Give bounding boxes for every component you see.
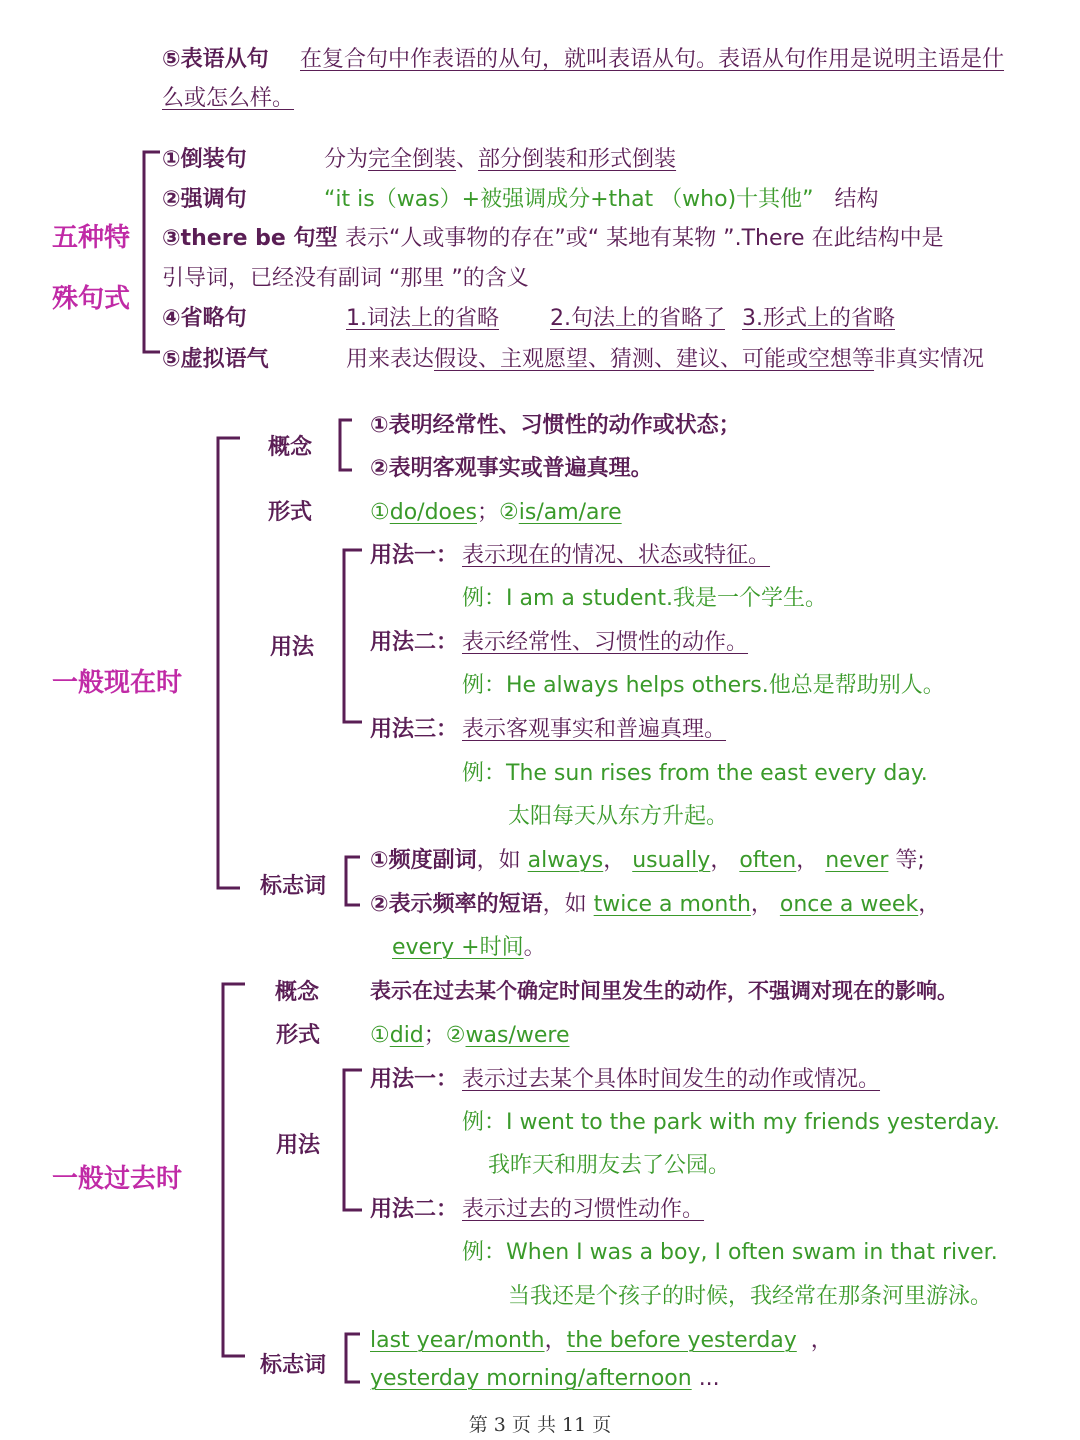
there-be-desc-2: 引导词，已经没有副词 “那里 ”的含义 [162,266,529,291]
present-usage-1-text: 表示现在的情况、状态或特征。 [462,543,771,568]
past-usage-bracket [338,1068,368,1218]
present-usage-label: 用法 [270,635,315,660]
present-concept-2: ②表明客观事实或普遍真理。 [370,456,653,481]
past-usage-1-text: 表示过去某个具体时间发生的动作或情况。 [462,1067,881,1092]
past-usage-1-example-cn: 我昨天和朋友去了公园。 [488,1153,731,1178]
ellipsis-part-1: 1.词法上的省略 [346,306,499,331]
past-title: 一般过去时 [52,1164,183,1194]
present-form-label: 形式 [268,500,313,525]
past-usage-1-label: 用法一： [370,1067,459,1092]
past-usage-2-label: 用法二： [370,1197,459,1222]
present-usage-2-text: 表示经常性、习惯性的动作。 [462,630,749,655]
past-usage-1-example: 例：I went to the park with my friends yesterday. [462,1110,1001,1135]
present-usage-3-label: 用法三： [370,717,459,742]
five-special-title-1: 五种特 [52,223,131,253]
subjunctive-label: ⑤虚拟语气 [162,347,269,372]
signal-phrase-twice: twice a month [593,892,751,917]
present-usage-1-label: 用法一： [370,543,459,568]
past-usage-2-example-cn: 当我还是个孩子的时候，我经常在那条河里游泳。 [508,1284,993,1309]
present-usage-2-label: 用法二： [370,630,459,655]
inversion-label: ①倒装句 [162,147,247,172]
past-concept-label: 概念 [275,980,320,1005]
clause-text-line1: 在复合句中作表语的从句，就叫表语从句。表语从句作用是说明主语是什 [300,47,1005,72]
ellipsis-part-3: 3.形式上的省略 [742,306,895,331]
past-form: ①did；②was/were [370,1023,570,1048]
present-signal-label: 标志词 [260,874,327,899]
past-signal-label: 标志词 [260,1353,327,1378]
signal-phrase-once: once a week [779,892,919,917]
present-usage-1-example: 例：I am a student.我是一个学生。 [462,586,827,611]
emphasis-desc: “it is（was）+被强调成分+that （who)十其他” 结构 [324,187,879,212]
present-usage-2-example: 例：He always helps others.他总是帮助别人。 [462,673,945,698]
subjunctive-desc: 用来表达假设、主观愿望、猜测、建议、可能或空想等非真实情况 [346,347,985,372]
clause-label: ⑤表语从句 [162,47,269,72]
past-signal-line2: yesterday morning/afternoon ... [370,1366,720,1391]
ellipsis-part-2: 2.句法上的省略了 [550,306,725,331]
ellipsis-label: ④省略句 [162,306,247,331]
past-signal-line1: last year/month，the before yesterday ， [370,1328,833,1353]
present-usage-bracket [338,548,368,728]
signal-word-never: never [825,848,889,873]
signal-word-always: always [527,848,604,873]
page-footer: 第 3 页 共 11 页 [468,1414,612,1436]
past-main-bracket [215,982,255,1362]
present-main-bracket [210,436,250,896]
present-usage-3-example-cn: 太阳每天从东方升起。 [508,804,729,829]
past-usage-2-example: 例：When I was a boy, I often swam in that river. [462,1240,998,1265]
present-title: 一般现在时 [52,668,183,698]
past-concept: 表示在过去某个确定时间里发生的动作，不强调对现在的影响。 [370,979,958,1003]
there-be-desc-1: 表示“人或事物的存在”或“ 某地有某物 ”.There 在此结构中是 [345,226,944,251]
past-usage-label: 用法 [276,1133,321,1158]
signal-word-usually: usually [632,848,711,873]
present-concept-label: 概念 [268,435,313,460]
present-concept-1: ①表明经常性、习惯性的动作或状态； [370,413,741,438]
present-signal-2-line2: every +时间。 [392,935,546,960]
present-form: ①do/does；②is/am/are [370,500,622,525]
present-concept-bracket [334,418,358,476]
signal-word-often: often [739,848,797,873]
present-usage-3-example: 例：The sun rises from the east every day. [462,761,928,786]
past-signal-bracket [340,1332,364,1388]
past-form-label: 形式 [276,1023,321,1048]
five-special-title-2: 殊句式 [52,284,131,314]
present-usage-3-text: 表示客观事实和普遍真理。 [462,717,727,742]
past-usage-2-text: 表示过去的习惯性动作。 [462,1197,705,1222]
present-signal-bracket [340,855,364,911]
emphasis-label: ②强调句 [162,187,247,212]
inversion-desc: 分为完全倒装、部分倒装和形式倒装 [324,147,677,172]
present-signal-1: ①频度副词，如 always， usually， often， never 等; [370,848,925,873]
there-be-label: ③there be 句型 [162,226,338,251]
clause-text-line2: 么或怎么样。 [162,86,295,111]
present-signal-2: ②表示频率的短语，如 twice a month， once a week， [370,892,941,917]
